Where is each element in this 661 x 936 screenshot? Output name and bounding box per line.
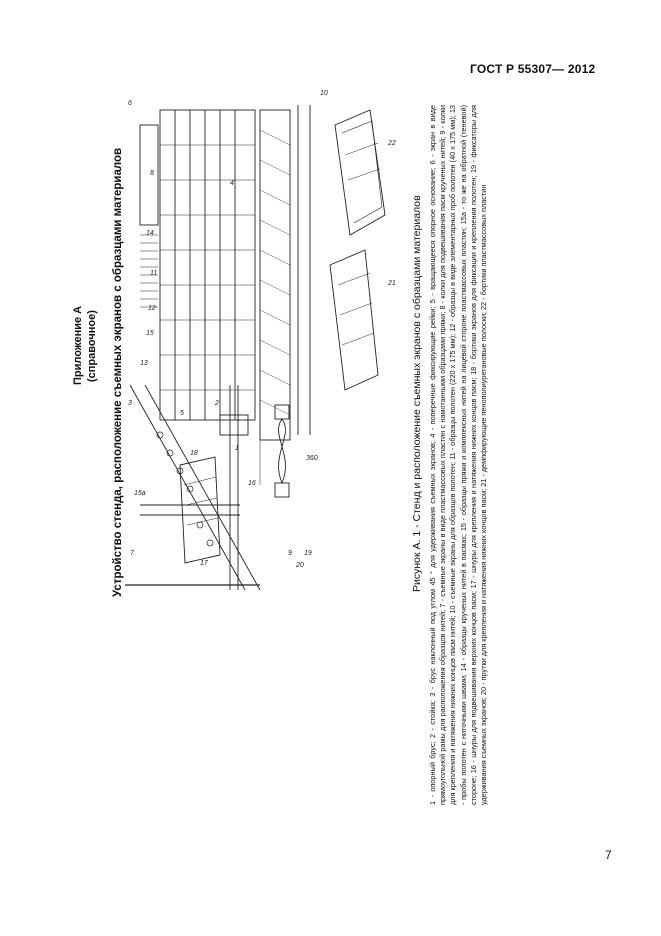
drawing-label: 21 [388,280,396,287]
drawing-label: 15а [134,490,146,497]
section-title: Устройство стенда, расположение съемных экранов с образцами материалов [112,147,124,597]
standard-code: ГОСТ Р 55307— 2012 [470,62,596,76]
drawing-label: 13 [140,360,148,367]
drawing-label: 3 [128,400,132,407]
drawing-label: 8 [150,170,154,177]
appendix-type: (справочное) [86,310,98,382]
drawing-label: 16 [248,480,256,487]
drawing-label: 360 [306,455,318,462]
drawing-label: 22 [388,140,396,147]
figure-legend: 1 - опорный брус; 2 - стойка; 3 - брус наклонный под углом 45 ° для удерживания съемных экранов; 4 - поперечные фиксирующие рейки; 5 - вращающееся опорное основание; 6 - экран в виде прямоугольной рамы для расположения образцов нитей; 7 - съемные экраны в виде пластмассовых пластин с намотанными образцами пряжи; 8 - колки для подвешивания пасм крученых нитей; 9 - колки для крепления и натяжения нижних концов пасм нитей; 10 - съемные экраны для образцов полотен; 11 - образцы полотен (220 х 175 мм); 12 - образцы в виде элементарных проб полотен (40 х 175 мм); 13 - пробы полотен с ниточными швами; 14 - образцы крученых нитей в пасмах; 15 - образцы пряжи и комплексных нитей на лицевой стороне пластмассовых пластин; 15а - то же на обратной (теневой) стороне; 16 - шнуры для подвешивания верхних концов пасм; 17 - шнуры для крепления и натяжения нижних концов пасм; 18 - бортики экранов для фиксации и крепления полотен; 19 - фиксаторы для удерживания съемных экранов; 20 - прутки для крепления и натяжения нижних концов пасм; 21 - демпфирующие пенополиуретановые полоски; 22 - бортики пластмассовых пластин [428,105,489,805]
figure-caption: Рисунок А. 1 - Стенд и расположение съемных экранов с образцами материалов [411,195,423,592]
drawing-label: 15 [146,330,154,337]
drawing-label: 14 [146,230,154,237]
appendix-title: Приложение А [72,305,84,385]
drawing-label: 7 [130,550,134,557]
drawing-label: 5 [180,410,184,417]
technical-drawing [120,85,450,595]
drawing-label: 17 [200,560,208,567]
drawing-label: 9 [288,550,292,557]
drawing-label: 2 [215,400,219,407]
drawing-label: 12 [148,305,156,312]
drawing-label: 19 [304,550,312,557]
page-number: 7 [605,848,612,862]
drawing-label: 6 [128,100,132,107]
drawing-label: 11 [150,270,158,277]
drawing-label: 4 [230,180,234,187]
drawing-label: 1 [235,445,239,452]
drawing-label: 18 [190,450,198,457]
drawing-label: 20 [296,562,304,569]
drawing-label: 10 [320,90,328,97]
